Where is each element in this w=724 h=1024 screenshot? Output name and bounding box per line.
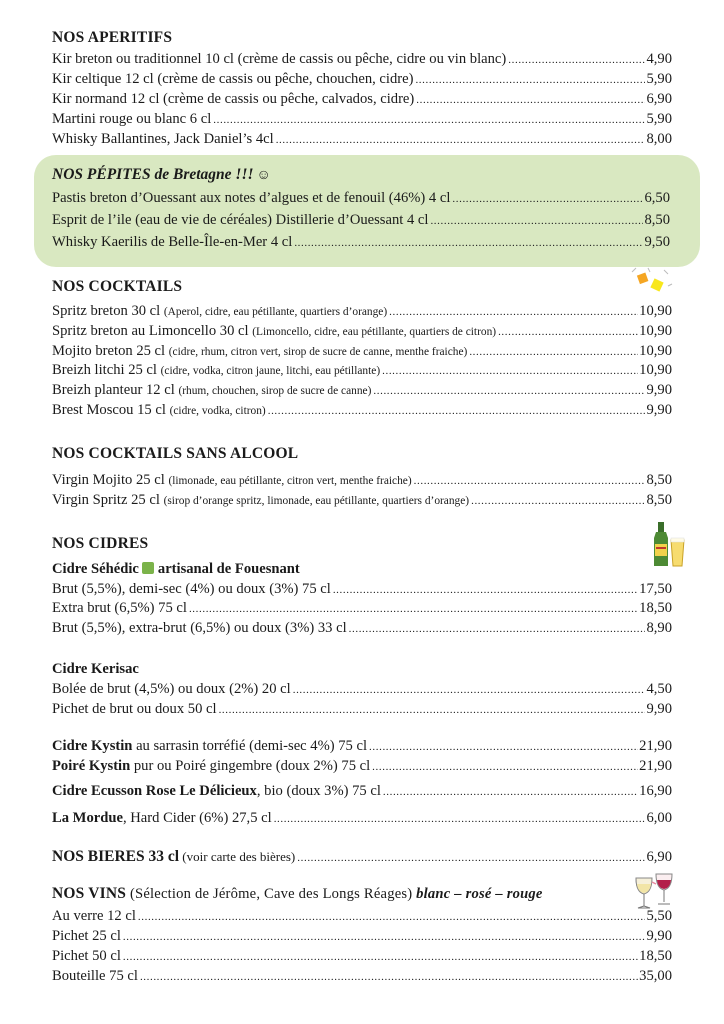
menu-item: Breizh litchi 25 cl (cidre, vodka, citron jaune, litchi, eau pétillante) ..... 10,90 <box>52 362 672 382</box>
cider-bottle-icon <box>650 520 688 568</box>
menu-item: Bolée de brut (4,5%) ou doux (2%) 20 cl ..... 4,50 <box>52 681 672 701</box>
subsection-title-sehedic: Cidre Séhédic artisanal de Fouesnant <box>52 561 300 577</box>
menu-item-bieres: NOS BIERES 33 cl (voir carte des bières) ..... 6,90 <box>52 848 672 868</box>
menu-item: Cidre Ecusson Rose Le Délicieux, bio (doux 3%) 75 cl ..... 16,90 <box>52 783 672 803</box>
menu-item: Spritz breton 30 cl (Aperol, cidre, eau pétillante, quartiers d’orange) ..... 10,90 <box>52 303 672 323</box>
menu-item: Kir breton ou traditionnel 10 cl (crème de cassis ou pêche, cidre ou vin blanc) ..... 4,90 <box>52 51 672 71</box>
section-title-aperitifs: NOS APERITIFS <box>52 29 173 46</box>
bio-label-icon <box>142 562 154 574</box>
menu-item: Martini rouge ou blanc 6 cl ..... 5,90 <box>52 111 672 131</box>
section-title-sans-alcool: NOS COCKTAILS SANS ALCOOL <box>52 445 299 462</box>
menu-item: Pastis breton d’Ouessant aux notes d’algues et de fenouil (46%) 4 cl ..... 6,50 <box>52 190 670 210</box>
menu-item: Virgin Mojito 25 cl (limonade, eau pétillante, citron vert, menthe fraiche) ..... 8,50 <box>52 472 672 492</box>
menu-item: Brest Moscou 15 cl (cidre, vodka, citron) ..... 9,90 <box>52 402 672 422</box>
menu-item: Spritz breton au Limoncello 30 cl (Limoncello, cidre, eau pétillante, quartiers de citron) ..... 10,90 <box>52 323 672 343</box>
confetti-icon <box>628 266 674 300</box>
menu-item: Kir celtique 12 cl (crème de cassis ou pêche, chouchen, cidre) ..... 5,90 <box>52 71 672 91</box>
menu-item: Bouteille 75 cl ..... 35,00 <box>52 968 672 988</box>
menu-item: Brut (5,5%), demi-sec (4%) ou doux (3%) 75 cl ..... 17,50 <box>52 581 672 601</box>
menu-item: Poiré Kystin pur ou Poiré gingembre (doux 2%) 75 cl ..... 21,90 <box>52 758 672 778</box>
menu-item: Kir normand 12 cl (crème de cassis ou pêche, calvados, cidre) ..... 6,90 <box>52 91 672 111</box>
menu-item: Cidre Kystin au sarrasin torréfié (demi-sec 4%) 75 cl ..... 21,90 <box>52 738 672 758</box>
section-title-vins: NOS VINS (Sélection de Jérôme, Cave des Longs Réages) blanc – rosé – rouge <box>52 885 543 902</box>
menu-item: La Mordue, Hard Cider (6%) 27,5 cl ..... 6,00 <box>52 810 672 830</box>
menu-item: Pichet 50 cl ..... 18,50 <box>52 948 672 968</box>
subsection-title-kerisac: Cidre Kerisac <box>52 661 139 677</box>
section-title-cidres: NOS CIDRES <box>52 535 149 552</box>
menu-item: Virgin Spritz 25 cl (sirop d’orange spritz, limonade, eau pétillante, quartiers d’orange) ..... 8,50 <box>52 492 672 512</box>
menu-item: Esprit de l’ile (eau de vie de céréales) Distillerie d’Ouessant 4 cl ..... 8,50 <box>52 212 670 232</box>
menu-item: Au verre 12 cl ..... 5,50 <box>52 908 672 928</box>
section-title-pepites: NOS PÉPITES de Bretagne !!! ☺ <box>52 166 271 183</box>
smiley-icon: ☺ <box>256 168 271 183</box>
menu-item: Pichet de brut ou doux 50 cl ..... 9,90 <box>52 701 672 721</box>
menu-item: Mojito breton 25 cl (cidre, rhum, citron vert, sirop de sucre de canne, menthe fraiche) ..... 10,90 <box>52 343 672 363</box>
menu-item: Whisky Ballantines, Jack Daniel’s 4cl ..... 8,00 <box>52 131 672 151</box>
menu-item: Brut (5,5%), extra-brut (6,5%) ou doux (3%) 33 cl ..... 8,90 <box>52 620 672 640</box>
menu-item: Whisky Kaerilis de Belle-Île-en-Mer 4 cl ..... 9,50 <box>52 234 670 254</box>
menu-item: Pichet 25 cl ..... 9,90 <box>52 928 672 948</box>
section-title-cocktails: NOS COCKTAILS <box>52 278 183 295</box>
menu-item: Extra brut (6,5%) 75 cl ..... 18,50 <box>52 600 672 620</box>
menu-item: Breizh planteur 12 cl (rhum, chouchen, sirop de sucre de canne) ..... 9,90 <box>52 382 672 402</box>
